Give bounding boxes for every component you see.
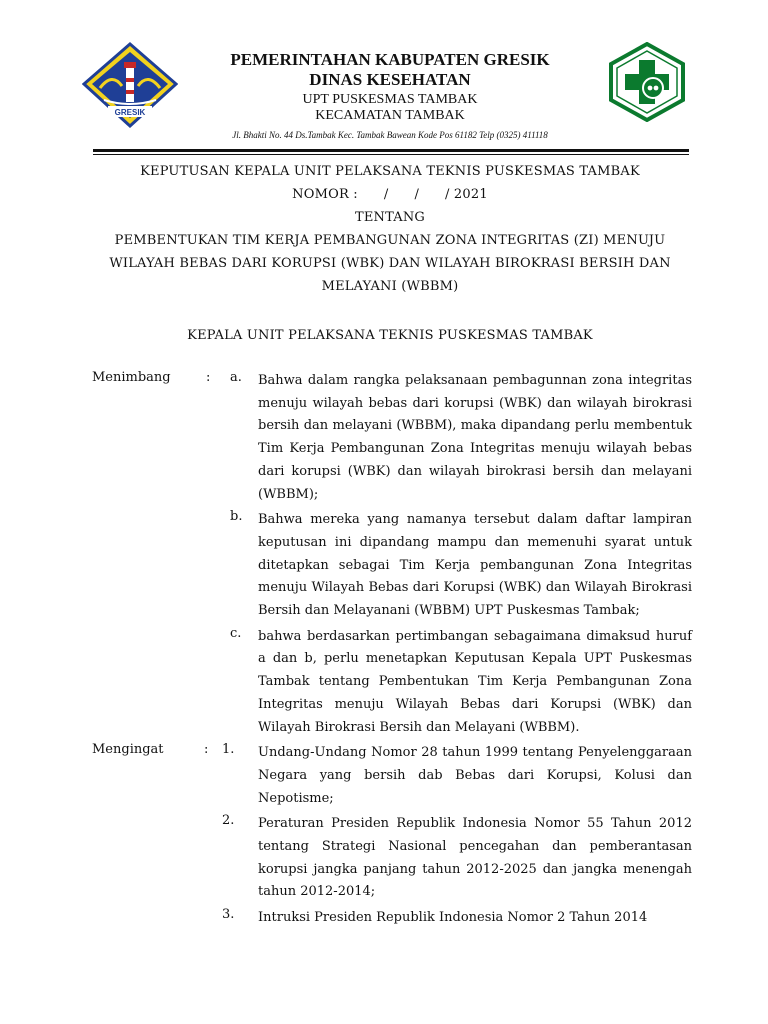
decree-number: NOMOR : / / / 2021 bbox=[292, 187, 488, 202]
item-text: Peraturan Presiden Republik Indonesia Nomor 55 Tahun 2012 tentang Strategi Nasional pencegahan dan pemberantasan korupsi jangka panjang tahun 2012-2025 dan jangka menengah tahun 2012-2014; bbox=[258, 816, 692, 900]
about-label: TENTANG bbox=[354, 210, 426, 225]
list-item bbox=[92, 907, 692, 930]
gresik-emblem-logo bbox=[82, 42, 178, 128]
logo-caption: GRESIK bbox=[114, 108, 146, 117]
mengingat-colon: : bbox=[204, 742, 209, 758]
item-text: Bahwa dalam rangka pelaksanaan pembagunnan zona integritas menuju wilayah bebas dari korupsi (WBK) dan wilayah birokrasi bersih dan melayani (WBBM), maka dipandang perlu membentuk Tim Kerja Pembangunan Zona Integritas menuju wilayah bebas dari korupsi (WBK) dan wilayah birokrasi bersih dan melayani (WBBM); bbox=[258, 373, 692, 502]
item-marker: b. bbox=[230, 509, 243, 525]
item-marker: 2. bbox=[222, 813, 235, 829]
item-marker: c. bbox=[230, 625, 242, 641]
item-marker: 3. bbox=[222, 907, 235, 923]
puskesmas-logo bbox=[607, 42, 687, 122]
official-title: KEPALA UNIT PELAKSANA TEKNIS PUSKESMAS TAMBAK bbox=[187, 328, 593, 343]
letterhead bbox=[0, 0, 768, 150]
item-text: Bahwa mereka yang namanya tersebut dalam daftar lampiran keputusan ini dipandang mampu dan memenuhi syarat untuk ditetapkan sebagai Tim Kerja pembangunan Zona Integritas menuju Wilayah Bebas dari Korupsi (WBK) dan Wilayah Birokrasi Bersih dan Melayanani (WBBM) UPT Puskesmas Tambak; bbox=[258, 512, 692, 619]
mengingat-section bbox=[92, 742, 692, 930]
about-text: PEMBENTUKAN TIM KERJA PEMBANGUNAN ZONA INTEGRITAS (ZI) MENUJU WILAYAH BEBAS DARI KORUPSI (WBK) DAN WILAYAH BIROKRASI BERSIH DAN MELAYANI (WBBM) bbox=[109, 233, 671, 294]
list-item bbox=[92, 370, 692, 506]
item-text: Undang-Undang Nomor 28 tahun 1999 tentang Penyelenggaraan Negara yang bersih dab Bebas dari Korupsi, Kolusi dan Nepotisme; bbox=[258, 745, 692, 806]
menimbang-label: Menimbang bbox=[92, 370, 171, 385]
list-item bbox=[92, 626, 692, 740]
item-text: Intruksi Presiden Republik Indonesia Nomor 2 Tahun 2014 bbox=[258, 910, 648, 926]
letterhead-divider-thin bbox=[93, 154, 689, 155]
menimbang-colon: : bbox=[206, 370, 211, 385]
unit-name: UPT PUSKESMAS TAMBAK bbox=[302, 92, 478, 107]
decree-body bbox=[92, 370, 692, 930]
decree-title-block bbox=[88, 160, 692, 347]
list-item bbox=[92, 813, 692, 904]
letterhead-text bbox=[180, 50, 600, 142]
decree-title: KEPUTUSAN KEPALA UNIT PELAKSANA TEKNIS PUSKESMAS TAMBAK bbox=[140, 164, 640, 179]
letterhead-divider-thick bbox=[93, 149, 689, 152]
address-line: Jl. Bhakti No. 44 Ds.Tambak Kec. Tambak Bawean Kode Pos 61182 Telp (0325) 411118 bbox=[232, 130, 548, 140]
item-marker: a. bbox=[230, 370, 242, 385]
menimbang-section bbox=[92, 370, 692, 739]
list-item bbox=[92, 509, 692, 623]
mengingat-label: Mengingat bbox=[92, 742, 164, 758]
item-marker: 1. bbox=[222, 742, 235, 758]
agency-name: DINAS KESEHATAN bbox=[309, 70, 471, 89]
item-text: bahwa berdasarkan pertimbangan sebagaimana dimaksud huruf a dan b, perlu menetapkan Keputusan Kepala UPT Puskesmas Tambak tentang Pembentukan Tim Kerja Pembangunan Zona Integritas menuju Wilayah Bebas dari Korupsi (WBK) dan Wilayah Birokrasi Bersih dan Melayani (WBBM). bbox=[258, 628, 692, 735]
district-name: KECAMATAN TAMBAK bbox=[315, 108, 465, 123]
list-item bbox=[92, 742, 692, 810]
government-name: PEMERINTAHAN KABUPATEN GRESIK bbox=[230, 50, 550, 69]
